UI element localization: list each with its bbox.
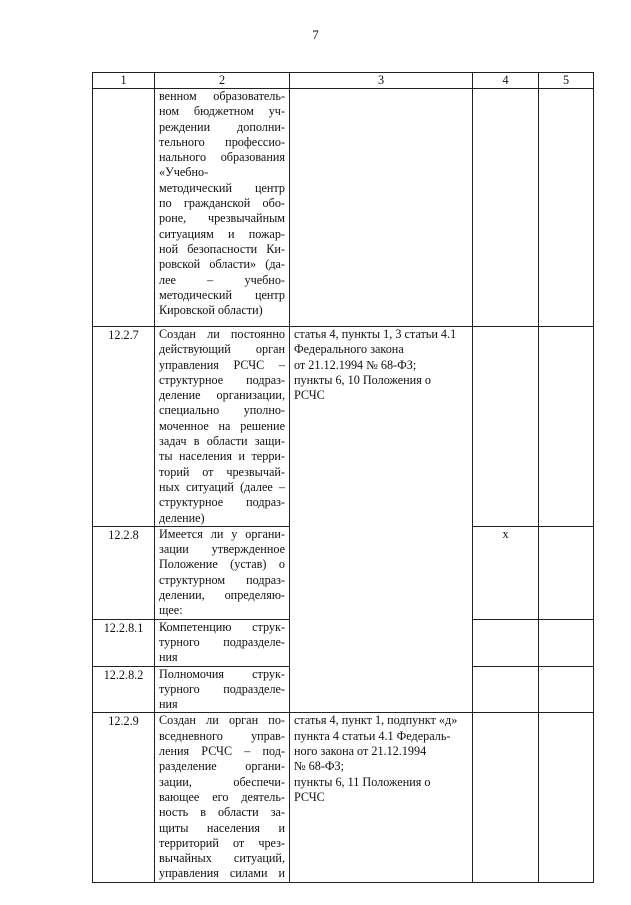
cell-text-line: № 68-ФЗ;: [294, 759, 345, 774]
cell-text-line: «Учебно-: [159, 165, 209, 180]
cell-text-line: пункты 6, 11 Положения о: [294, 774, 431, 789]
row-number: 12.2.7: [93, 327, 155, 527]
cell-text-line: деление): [159, 510, 205, 525]
cell-text-line: методический центр: [159, 287, 285, 302]
cell-text-line: ном бюджетном уч-: [159, 104, 285, 119]
cell-text-line: турного подразделе-: [159, 634, 285, 649]
cell-text-line: от 21.12.1994 № 68-ФЗ;: [294, 357, 417, 372]
row-number: 12.2.8.1: [93, 619, 155, 666]
notes-cell: [539, 526, 594, 619]
column-header-1: 1: [93, 73, 155, 89]
reference-cell: [290, 713, 473, 882]
cell-text-line: РСЧС: [294, 388, 325, 403]
row-number: [93, 89, 155, 327]
cell-text-line: щиты населения и: [159, 820, 285, 835]
cell-text-line: нального образования: [159, 150, 285, 165]
question-cell: [155, 619, 290, 666]
cell-text-line: задач в области защи-: [159, 434, 285, 449]
cell-text-line: ния: [159, 697, 178, 712]
cell-text-line: методический центр: [159, 180, 285, 195]
cell-text-line: реждении дополни-: [159, 119, 285, 134]
table-row: [93, 89, 594, 327]
table-row: [93, 713, 594, 882]
cell-text-line: лее – учебно-: [159, 272, 285, 287]
page-number: 7: [312, 27, 319, 42]
row-number: 12.2.9: [93, 713, 155, 882]
question-cell: [155, 666, 290, 713]
question-cell: [155, 89, 290, 327]
cell-text-line: по гражданской обо-: [159, 196, 285, 211]
table-header-row: [93, 73, 594, 89]
cell-text-line: торий от чрезвычай-: [159, 464, 285, 479]
mark-cell: [473, 89, 539, 327]
cell-text-line: деление организации,: [159, 388, 285, 403]
cell-text-line: моченное на решение: [159, 418, 285, 433]
column-header-4: 4: [473, 73, 539, 89]
cell-text-line: территорий от чрез-: [159, 835, 285, 850]
cell-text-line: структурное подраз-: [159, 372, 285, 387]
column-header-3: 3: [290, 73, 473, 89]
cell-text-line: Компетенцию струк-: [159, 619, 285, 634]
cell-text-line: делении, определяю-: [159, 588, 285, 603]
cell-text-line: зации утвержденное: [159, 542, 285, 557]
notes-cell: [539, 666, 594, 713]
cell-text-line: ного закона от 21.12.1994: [294, 744, 427, 759]
cell-text-line: РСЧС: [294, 789, 325, 804]
cell-text-line: ровской области» (да-: [159, 257, 285, 272]
cell-text-line: зации, обеспечи-: [159, 774, 285, 789]
checklist-table: [92, 72, 594, 883]
cell-text-line: специально уполно-: [159, 403, 285, 418]
cell-text-line: ситуациям и пожар-: [159, 226, 285, 241]
cell-text-line: ность в области за-: [159, 805, 285, 820]
notes-cell: [539, 327, 594, 527]
mark-cell: [473, 713, 539, 882]
reference-cell: [290, 89, 473, 327]
mark-cell: [473, 666, 539, 713]
mark-cell: x: [473, 526, 539, 619]
cell-text-line: структурном подраз-: [159, 572, 285, 587]
cell-text-line: щее:: [159, 603, 183, 618]
cell-text-line: Кировской области): [159, 303, 263, 318]
cell-text-line: ления РСЧС – под-: [159, 744, 285, 759]
cell-text-line: Положение (устав) о: [159, 557, 285, 572]
cell-text-line: ных ситуаций (далее –: [159, 479, 285, 494]
cell-text-line: статья 4, пункт 1, подпункт «д»: [294, 713, 458, 728]
cell-text-line: пункта 4 статьи 4.1 Федераль-: [294, 728, 451, 743]
mark-cell: [473, 327, 539, 527]
cell-text-line: ной безопасности Ки-: [159, 241, 285, 256]
cell-text-line: пункты 6, 10 Положения о: [294, 372, 431, 387]
reference-cell: [290, 327, 473, 713]
question-cell: [155, 713, 290, 882]
cell-text-line: разделение органи-: [159, 759, 285, 774]
cell-text-line: вычайных ситуаций,: [159, 851, 285, 866]
mark-cell: [473, 619, 539, 666]
cell-text-line: Федерального закона: [294, 342, 404, 357]
question-cell: [155, 327, 290, 527]
table-row: [93, 327, 594, 527]
cell-text-line: вседневного управ-: [159, 728, 285, 743]
cell-text-line: роне, чрезвычайным: [159, 211, 285, 226]
row-number: 12.2.8.2: [93, 666, 155, 713]
cell-text-line: вающее его деятель-: [159, 789, 285, 804]
notes-cell: [539, 619, 594, 666]
cell-text-line: управления силами и: [159, 866, 285, 881]
cell-text-line: Имеется ли у органи-: [159, 526, 285, 541]
column-header-5: 5: [539, 73, 594, 89]
question-cell: [155, 526, 290, 619]
cell-text-line: ты населения и терри-: [159, 449, 285, 464]
cell-text-line: турного подразделе-: [159, 681, 285, 696]
cell-text-line: управления РСЧС –: [159, 357, 285, 372]
cell-text-line: структурное подраз-: [159, 495, 285, 510]
cell-text-line: статья 4, пункты 1, 3 статьи 4.1: [294, 327, 457, 341]
notes-cell: [539, 713, 594, 882]
notes-cell: [539, 89, 594, 327]
row-number: 12.2.8: [93, 526, 155, 619]
cell-text-line: Создан ли постоянно: [159, 327, 285, 341]
cell-text-line: Полномочия струк-: [159, 666, 285, 681]
cell-text-line: действующий орган: [159, 342, 285, 357]
cell-text-line: венном образователь-: [159, 89, 285, 103]
cell-text-line: ния: [159, 650, 178, 665]
cell-text-line: Создан ли орган по-: [159, 713, 285, 728]
column-header-2: 2: [155, 73, 290, 89]
cell-text-line: тельного профессио-: [159, 134, 285, 149]
